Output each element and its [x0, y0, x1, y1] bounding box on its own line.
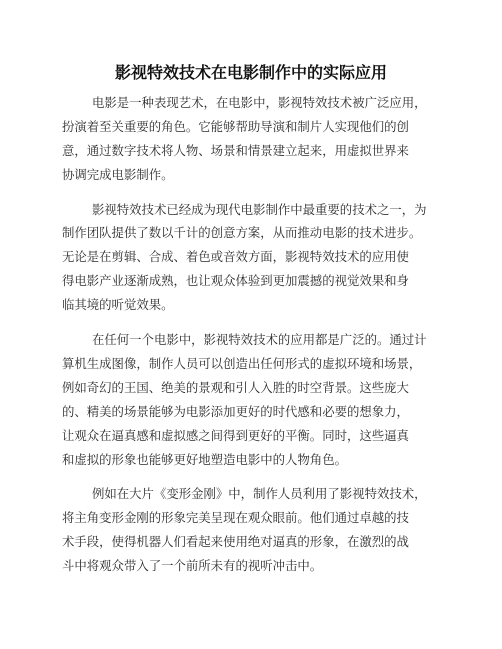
paragraph-line: 影视特效技术已经成为现代电影制作中最重要的技术之一，为	[92, 202, 427, 217]
paragraph-line: 电影是一种表现艺术，在电影中，影视特效技术被广泛应用，	[92, 95, 427, 110]
paragraph-line: 意，通过数字技术将人物、场景和情景建立起来，用虚拟世界来	[62, 143, 409, 158]
paragraph-line: 斗中将观众带入了一个前所未有的视听冲击中。	[62, 558, 323, 573]
paragraph-line: 算机生成图像，制作人员可以创造出任何形式的虚拟环境和场景，	[62, 356, 422, 371]
paragraph-line: 协调完成电影制作。	[62, 167, 174, 182]
paragraph-line: 将主角变形金刚的形象完美呈现在观众眼前。他们通过卓越的技	[62, 510, 409, 525]
paragraph-line: 的、精美的场景能够为电影添加更好的时代感和必要的想象力，	[62, 404, 409, 419]
paragraph-line: 例如在大片《变形金刚》中，制作人员利用了影视特效技术，	[92, 486, 427, 501]
paragraph-line: 在任何一个电影中，影视特效技术的应用都是广泛的。通过计	[92, 332, 427, 347]
paragraph-line: 和虚拟的形象也能够更好地塑造电影中的人物角色。	[62, 452, 347, 467]
paragraph-line: 术手段，使得机器人们看起来使用绝对逼真的形象，在激烈的战	[62, 534, 409, 549]
paragraph-line: 让观众在逼真感和虚拟感之间得到更好的平衡。同时，这些逼真	[62, 428, 409, 443]
document-title: 影视特效技术在电影制作中的实际应用	[114, 63, 387, 82]
paragraph-line: 得电影产业逐渐成熟，也让观众体验到更加震撼的视觉效果和身	[62, 273, 409, 288]
paragraph-line: 例如奇幻的王国、绝美的景观和引人入胜的时空背景。这些庞大	[62, 380, 409, 395]
paragraph-line: 制作团队提供了数以千计的创意方案，从而推动电影的技术进步。	[62, 225, 422, 240]
paragraph-line: 无论是在剪辑、合成、着色或音效方面，影视特效技术的应用使	[62, 249, 409, 264]
paragraph-line: 临其境的听觉效果。	[62, 297, 174, 312]
paragraph-line: 扮演着至关重要的角色。它能够帮助导演和制片人实现他们的创	[62, 119, 409, 134]
